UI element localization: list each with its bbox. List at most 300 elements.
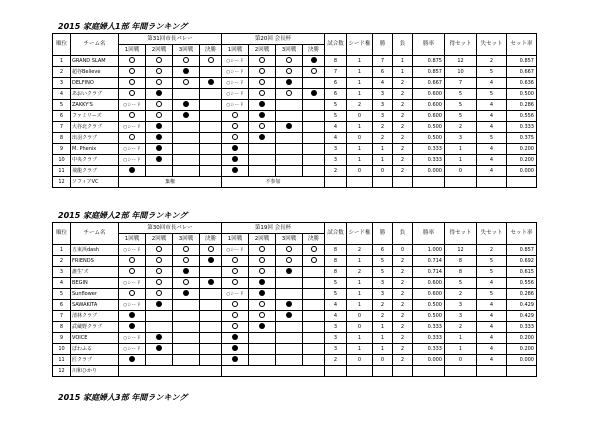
- tournament-a-round-3-cell: [173, 144, 200, 155]
- empty-cell: [325, 177, 347, 188]
- rank-cell: 1: [53, 56, 71, 67]
- tournament-b-round-3-cell: [276, 144, 303, 155]
- seed-count-cell: 1: [347, 333, 373, 344]
- tournament-b-round-3-cell: [276, 355, 303, 366]
- loss-mark-icon: [259, 323, 265, 329]
- tournament-a-round-1-cell: [119, 322, 146, 333]
- tournament-a-round-4-cell: [200, 322, 222, 333]
- losses-cell: 2: [393, 78, 413, 89]
- win-mark-icon: [286, 90, 292, 96]
- header-round-b-4: 決勝: [303, 45, 325, 56]
- tournament-b-round-4-cell: [303, 245, 325, 256]
- tournament-a-round-3-cell: [173, 133, 200, 144]
- rank-cell: 1: [53, 245, 71, 256]
- sets-lost-cell: 4: [477, 166, 507, 177]
- tournament-b-round-2-cell: [249, 166, 276, 177]
- loss-mark-icon: [311, 90, 317, 96]
- losses-cell: 2: [393, 144, 413, 155]
- tournament-b-round-2-cell: [249, 322, 276, 333]
- win-rate-cell: 0.714: [413, 256, 445, 267]
- header-sets-won: 得セット: [445, 223, 477, 245]
- sets-lost-cell: 4: [477, 322, 507, 333]
- tournament-b-round-4-cell: [303, 67, 325, 78]
- tournament-a-round-2-cell: [146, 67, 173, 78]
- tournament-a-round-1-cell: [119, 311, 146, 322]
- tournament-b-round-4-cell: [303, 56, 325, 67]
- header-round-a-2: 2回戦: [146, 234, 173, 245]
- team-name-cell: VOICE: [71, 333, 119, 344]
- win-mark-icon: [232, 312, 238, 318]
- rank-cell: 7: [53, 122, 71, 133]
- win-mark-icon: [286, 257, 292, 263]
- seed-count-cell: 1: [347, 122, 373, 133]
- win-rate-cell: 0.333: [413, 344, 445, 355]
- wins-cell: 2: [373, 300, 393, 311]
- games-cell: 2: [325, 166, 347, 177]
- sets-lost-cell: 2: [477, 56, 507, 67]
- win-rate-cell: 0.333: [413, 155, 445, 166]
- win-rate-cell: 0.000: [413, 166, 445, 177]
- tournament-a-round-1-cell: [119, 278, 146, 289]
- loss-mark-icon: [183, 68, 189, 74]
- wins-cell: 2: [373, 133, 393, 144]
- tournament-a-round-2-cell: [146, 133, 173, 144]
- win-mark-icon: [129, 134, 135, 140]
- win-mark-icon: [183, 246, 189, 252]
- seed-mark: ○シード: [123, 247, 141, 253]
- loss-mark-icon: [259, 279, 265, 285]
- header-set-rate: セット率: [507, 223, 537, 245]
- tournament-a-round-2-cell: [146, 144, 173, 155]
- tournament-a-note: 棄権: [119, 177, 222, 188]
- division-1-ranking-table: [52, 33, 537, 188]
- header-team: チーム名: [71, 223, 119, 245]
- tournament-b-round-1-cell: [222, 111, 249, 122]
- table-row: [53, 89, 537, 100]
- win-rate-cell: 0.857: [413, 67, 445, 78]
- tournament-b-round-3-cell: [276, 300, 303, 311]
- seed-count-cell: 1: [347, 256, 373, 267]
- seed-count-cell: 1: [347, 78, 373, 89]
- sets-won-cell: 3: [445, 133, 477, 144]
- tournament-b-round-1-cell: [222, 245, 249, 256]
- header-rank: 順位: [53, 223, 71, 245]
- tournament-b-round-3-cell: [276, 111, 303, 122]
- games-cell: 6: [325, 89, 347, 100]
- win-mark-icon: [232, 123, 238, 129]
- tournament-b-round-2-cell: [249, 278, 276, 289]
- seed-count-cell: 1: [347, 278, 373, 289]
- wins-cell: 1: [373, 155, 393, 166]
- empty-cell: [373, 177, 393, 188]
- win-mark-icon: [286, 68, 292, 74]
- loss-mark-icon: [156, 123, 162, 129]
- tournament-b-note: 不参加: [222, 177, 325, 188]
- header-seed-count: シード権: [347, 223, 373, 245]
- tournament-b-note: [222, 366, 325, 377]
- wins-cell: 4: [373, 78, 393, 89]
- tournament-b-round-2-cell: [249, 100, 276, 111]
- header-tournament-a: 第30回市長バレー: [119, 223, 222, 234]
- team-name-cell: ぱわふる: [71, 344, 119, 355]
- tournament-a-round-2-cell: [146, 89, 173, 100]
- loss-mark-icon: [129, 167, 135, 173]
- empty-cell: [347, 177, 373, 188]
- team-name-cell: 中央クラブ: [71, 155, 119, 166]
- header-row: [53, 223, 537, 234]
- win-mark-icon: [183, 257, 189, 263]
- set-rate-cell: 0.000: [507, 355, 537, 366]
- tournament-b-round-1-cell: [222, 344, 249, 355]
- tournament-b-round-2-cell: [249, 267, 276, 278]
- tournament-a-round-1-cell: [119, 300, 146, 311]
- win-mark-icon: [232, 134, 238, 140]
- tournament-b-round-2-cell: [249, 144, 276, 155]
- tournament-a-round-1-cell: [119, 355, 146, 366]
- loss-mark-icon: [232, 345, 238, 351]
- empty-cell: [445, 177, 477, 188]
- win-rate-cell: 0.000: [413, 355, 445, 366]
- losses-cell: 2: [393, 355, 413, 366]
- win-mark-icon: [129, 68, 135, 74]
- header-round-a-2: 2回戦: [146, 45, 173, 56]
- games-cell: 3: [325, 155, 347, 166]
- games-cell: 8: [325, 245, 347, 256]
- tournament-a-round-1-cell: [119, 267, 146, 278]
- win-mark-icon: [156, 257, 162, 263]
- header-sets-lost: 失セット: [477, 223, 507, 245]
- losses-cell: 2: [393, 300, 413, 311]
- sets-lost-cell: 5: [477, 67, 507, 78]
- win-rate-cell: 0.600: [413, 89, 445, 100]
- tournament-b-round-2-cell: [249, 133, 276, 144]
- loss-mark-icon: [259, 290, 265, 296]
- loss-mark-icon: [311, 57, 317, 63]
- tournament-a-round-2-cell: [146, 78, 173, 89]
- tournament-b-round-2-cell: [249, 289, 276, 300]
- tournament-b-round-2-cell: [249, 245, 276, 256]
- win-mark-icon: [156, 246, 162, 252]
- tournament-a-round-3-cell: [173, 56, 200, 67]
- empty-cell: [325, 366, 347, 377]
- seed-count-cell: 1: [347, 89, 373, 100]
- table-row: [53, 166, 537, 177]
- wins-cell: 0: [373, 166, 393, 177]
- table-row: [53, 322, 537, 333]
- wins-cell: 1: [373, 333, 393, 344]
- header-round-b-2: 2回戦: [249, 234, 276, 245]
- games-cell: 3: [325, 322, 347, 333]
- tournament-b-round-4-cell: [303, 355, 325, 366]
- tournament-a-round-4-cell: [200, 355, 222, 366]
- team-name-cell: 匠クラブ: [71, 355, 119, 366]
- header-round-b-1: 1回戦: [222, 45, 249, 56]
- seed-mark: ○シード: [123, 102, 141, 108]
- win-mark-icon: [156, 79, 162, 85]
- sets-won-cell: 5: [445, 111, 477, 122]
- tournament-a-round-2-cell: [146, 256, 173, 267]
- team-name-cell: GRAND SLAM: [71, 56, 119, 67]
- losses-cell: 2: [393, 289, 413, 300]
- empty-cell: [347, 366, 373, 377]
- tournament-b-round-2-cell: [249, 355, 276, 366]
- rank-cell: 11: [53, 166, 71, 177]
- tournament-a-round-4-cell: [200, 100, 222, 111]
- games-cell: 4: [325, 311, 347, 322]
- games-cell: 5: [325, 100, 347, 111]
- win-mark-icon: [311, 257, 317, 263]
- loss-mark-icon: [156, 134, 162, 140]
- tournament-b-round-3-cell: [276, 245, 303, 256]
- table-row: [53, 344, 537, 355]
- tournament-b-round-3-cell: [276, 256, 303, 267]
- tournament-a-round-4-cell: [200, 311, 222, 322]
- tournament-b-round-1-cell: [222, 311, 249, 322]
- tournament-b-round-4-cell: [303, 289, 325, 300]
- header-round-b-1: 1回戦: [222, 234, 249, 245]
- sets-won-cell: 12: [445, 245, 477, 256]
- tournament-b-round-1-cell: [222, 166, 249, 177]
- win-mark-icon: [183, 279, 189, 285]
- tournament-a-round-3-cell: [173, 256, 200, 267]
- loss-mark-icon: [129, 356, 135, 362]
- rank-cell: 12: [53, 177, 71, 188]
- sets-won-cell: 8: [445, 256, 477, 267]
- wins-cell: 3: [373, 278, 393, 289]
- table-row: [53, 133, 537, 144]
- tournament-a-round-2-cell: [146, 122, 173, 133]
- table-row: [53, 355, 537, 366]
- loss-mark-icon: [232, 167, 238, 173]
- games-cell: 5: [325, 289, 347, 300]
- header-tournament-a: 第31回市長バレー: [119, 34, 222, 45]
- set-rate-cell: 0.200: [507, 144, 537, 155]
- loss-mark-icon: [259, 134, 265, 140]
- wins-cell: 5: [373, 267, 393, 278]
- tournament-a-round-4-cell: [200, 67, 222, 78]
- win-mark-icon: [183, 57, 189, 63]
- header-round-a-3: 3回戦: [173, 234, 200, 245]
- team-name-cell: 清林クラブ: [71, 311, 119, 322]
- win-mark-icon: [259, 301, 265, 307]
- tournament-b-round-4-cell: [303, 144, 325, 155]
- sets-won-cell: 1: [445, 333, 477, 344]
- header-team: チーム名: [71, 34, 119, 56]
- tournament-b-round-1-cell: [222, 100, 249, 111]
- seed-count-cell: 2: [347, 100, 373, 111]
- tournament-b-round-2-cell: [249, 111, 276, 122]
- win-rate-cell: 0.333: [413, 322, 445, 333]
- losses-cell: 1: [393, 67, 413, 78]
- tournament-b-round-3-cell: [276, 89, 303, 100]
- table-row: [53, 366, 537, 377]
- win-mark-icon: [232, 323, 238, 329]
- tournament-b-round-3-cell: [276, 333, 303, 344]
- empty-cell: [413, 366, 445, 377]
- sets-lost-cell: 4: [477, 122, 507, 133]
- tournament-a-round-2-cell: [146, 245, 173, 256]
- sets-won-cell: 5: [445, 89, 477, 100]
- table-row: [53, 289, 537, 300]
- win-mark-icon: [156, 101, 162, 107]
- win-mark-icon: [286, 246, 292, 252]
- tournament-b-round-4-cell: [303, 267, 325, 278]
- header-set-rate: セット率: [507, 34, 537, 56]
- tournament-b-round-4-cell: [303, 256, 325, 267]
- win-rate-cell: 0.500: [413, 133, 445, 144]
- seed-mark: ○シード: [123, 346, 141, 352]
- header-round-a-4: 決勝: [200, 234, 222, 245]
- seed-mark: ○シード: [123, 146, 141, 152]
- tournament-a-round-4-cell: [200, 78, 222, 89]
- tournament-b-round-4-cell: [303, 89, 325, 100]
- team-name-cell: 誰生’ズ: [71, 267, 119, 278]
- tournament-a-round-4-cell: [200, 267, 222, 278]
- tournament-a-round-2-cell: [146, 333, 173, 344]
- tournament-a-round-1-cell: [119, 56, 146, 67]
- tournament-b-round-4-cell: [303, 78, 325, 89]
- seed-mark: ○シード: [226, 291, 244, 297]
- tournament-a-round-4-cell: [200, 300, 222, 311]
- sets-won-cell: 5: [445, 278, 477, 289]
- win-mark-icon: [208, 57, 214, 63]
- seed-mark: ○シード: [226, 91, 244, 97]
- team-name-cell: Sunflower: [71, 289, 119, 300]
- header-round-a-3: 3回戦: [173, 45, 200, 56]
- sets-won-cell: 8: [445, 267, 477, 278]
- seed-count-cell: 0: [347, 166, 373, 177]
- sets-won-cell: 3: [445, 311, 477, 322]
- tournament-a-round-1-cell: [119, 122, 146, 133]
- win-mark-icon: [311, 246, 317, 252]
- losses-cell: 2: [393, 311, 413, 322]
- tournament-b-round-3-cell: [276, 289, 303, 300]
- tournament-b-round-3-cell: [276, 100, 303, 111]
- losses-cell: 2: [393, 111, 413, 122]
- sets-lost-cell: 4: [477, 100, 507, 111]
- losses-cell: 2: [393, 89, 413, 100]
- tournament-a-round-3-cell: [173, 333, 200, 344]
- tournament-a-round-3-cell: [173, 344, 200, 355]
- loss-mark-icon: [183, 101, 189, 107]
- tournament-b-round-1-cell: [222, 122, 249, 133]
- table-row: [53, 78, 537, 89]
- loss-mark-icon: [183, 290, 189, 296]
- header-games: 試合数: [325, 223, 347, 245]
- tournament-b-round-2-cell: [249, 155, 276, 166]
- tournament-a-round-1-cell: [119, 256, 146, 267]
- set-rate-cell: 0.556: [507, 111, 537, 122]
- set-rate-cell: 0.667: [507, 67, 537, 78]
- sets-won-cell: 7: [445, 78, 477, 89]
- tournament-a-round-2-cell: [146, 278, 173, 289]
- win-mark-icon: [129, 57, 135, 63]
- sets-won-cell: 1: [445, 144, 477, 155]
- wins-cell: 6: [373, 67, 393, 78]
- table-row: [53, 111, 537, 122]
- tournament-a-round-3-cell: [173, 311, 200, 322]
- tournament-a-round-2-cell: [146, 155, 173, 166]
- games-cell: 5: [325, 111, 347, 122]
- rank-cell: 6: [53, 300, 71, 311]
- seed-count-cell: 1: [347, 344, 373, 355]
- tournament-a-round-2-cell: [146, 355, 173, 366]
- sets-lost-cell: 4: [477, 78, 507, 89]
- win-mark-icon: [259, 268, 265, 274]
- seed-mark: ○シード: [226, 247, 244, 253]
- sets-lost-cell: 4: [477, 278, 507, 289]
- tournament-a-round-1-cell: [119, 333, 146, 344]
- tournament-a-round-3-cell: [173, 111, 200, 122]
- win-rate-cell: 0.500: [413, 311, 445, 322]
- header-games: 試合数: [325, 34, 347, 56]
- set-rate-cell: 0.200: [507, 344, 537, 355]
- loss-mark-icon: [232, 334, 238, 340]
- win-mark-icon: [156, 112, 162, 118]
- games-cell: 5: [325, 278, 347, 289]
- loss-mark-icon: [208, 257, 214, 263]
- tournament-a-round-3-cell: [173, 355, 200, 366]
- table-row: [53, 56, 537, 67]
- tournament-a-round-4-cell: [200, 89, 222, 100]
- tournament-b-round-4-cell: [303, 111, 325, 122]
- seed-count-cell: 1: [347, 56, 373, 67]
- header-round-a-4: 決勝: [200, 45, 222, 56]
- win-rate-cell: 0.333: [413, 144, 445, 155]
- tournament-a-round-3-cell: [173, 78, 200, 89]
- win-mark-icon: [311, 68, 317, 74]
- set-rate-cell: 0.333: [507, 322, 537, 333]
- win-mark-icon: [208, 246, 214, 252]
- team-name-cell: ファミリーズ: [71, 111, 119, 122]
- win-mark-icon: [232, 257, 238, 263]
- loss-mark-icon: [232, 145, 238, 151]
- wins-cell: 6: [373, 245, 393, 256]
- division-1-title: 2015 家庭婦人1部 年間ランキング: [58, 22, 188, 31]
- win-mark-icon: [156, 268, 162, 274]
- tournament-a-round-3-cell: [173, 245, 200, 256]
- table-row: [53, 300, 537, 311]
- tournament-a-round-4-cell: [200, 245, 222, 256]
- tournament-b-round-2-cell: [249, 78, 276, 89]
- seed-mark: ○シード: [226, 102, 244, 108]
- loss-mark-icon: [286, 123, 292, 129]
- win-mark-icon: [259, 68, 265, 74]
- tournament-a-round-2-cell: [146, 311, 173, 322]
- seed-count-cell: 1: [347, 155, 373, 166]
- table-row: [53, 245, 537, 256]
- header-round-a-1: 1回戦: [119, 234, 146, 245]
- team-name-cell: DELFINO: [71, 78, 119, 89]
- tournament-b-round-1-cell: [222, 289, 249, 300]
- empty-cell: [413, 177, 445, 188]
- table-row: [53, 100, 537, 111]
- header-wins: 勝: [373, 223, 393, 245]
- tournament-a-round-4-cell: [200, 166, 222, 177]
- sets-won-cell: 2: [445, 289, 477, 300]
- tournament-b-round-1-cell: [222, 89, 249, 100]
- seed-count-cell: 0: [347, 311, 373, 322]
- loss-mark-icon: [286, 312, 292, 318]
- seed-count-cell: 2: [347, 267, 373, 278]
- loss-mark-icon: [156, 301, 162, 307]
- tournament-b-round-3-cell: [276, 133, 303, 144]
- sets-lost-cell: 5: [477, 89, 507, 100]
- tournament-a-round-1-cell: [119, 78, 146, 89]
- tournament-a-round-3-cell: [173, 89, 200, 100]
- tournament-b-round-3-cell: [276, 67, 303, 78]
- table-row: [53, 311, 537, 322]
